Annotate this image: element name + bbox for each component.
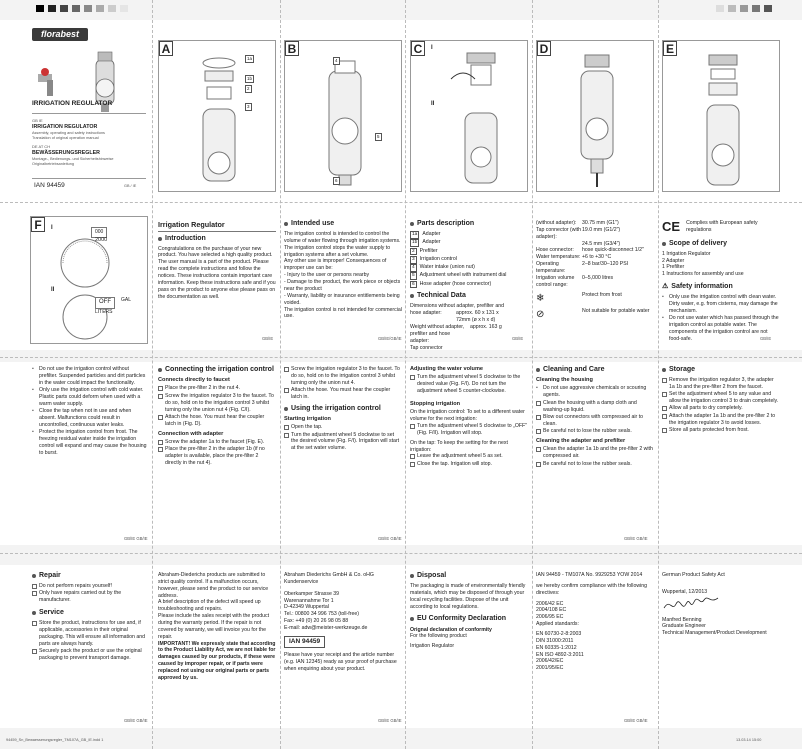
lang-sub: Assembly, operating and safety instructions (32, 131, 105, 135)
sub-heading: Cleaning the housing (536, 377, 593, 384)
row-guide (0, 202, 802, 203)
part-tag: 2 (247, 86, 250, 91)
part-name: Adjustment wheel with instrument dial (419, 272, 507, 279)
heading (410, 615, 528, 623)
list-item: Place the pre-filter 2 in the adapter 1b (if no adapter is available, place the pre-filter 2 directly in the nut 4). (158, 446, 276, 467)
data-row (536, 220, 654, 227)
list-item (410, 239, 528, 247)
declaration-id: IAN 94459 - TM107A No. 9929253 YOW 2014 (536, 572, 643, 578)
paragraph: A brief description of the defect will speed up troubleshooting and repairs. (158, 599, 261, 613)
mid-band-2 (0, 545, 802, 565)
bullet-icon (158, 368, 162, 372)
lang-sub: Originalbetriebsanleitung (32, 162, 75, 166)
figure-c (410, 40, 528, 192)
part-number: 1b (412, 240, 418, 246)
heading-text: Safety information (671, 283, 733, 291)
figure-sub-label: I (431, 45, 433, 51)
data-key: hose adapter: (410, 310, 442, 317)
figure-label: B (285, 41, 299, 56)
warning-icon: ⚠ (662, 283, 669, 291)
list-item: Screw the irrigation regulator 3 to the faucet. To do so, hold on to the irrigation control 3 whilst turning only the union nut 4 (Fig. C/I). (158, 393, 276, 414)
column-guide (405, 0, 406, 749)
ian-number: IAN 94459 (34, 182, 65, 189)
paragraph: Abraham-Diederichs products are submitted to strict quality control. If a malfunction occurs, however, please send the product to our service address. (158, 572, 269, 599)
dial-value: OFF (95, 297, 115, 309)
heading (158, 366, 276, 374)
section-signature (662, 572, 780, 637)
part-name: Prefilter (419, 247, 438, 254)
paragraph: Applied standards: (536, 621, 579, 628)
cover-title: IRRIGATION REGULATOR (32, 100, 113, 107)
bullet-icon (410, 574, 414, 578)
section-disposal (410, 572, 528, 650)
list-item: 1 Instructions for assembly and use (662, 271, 744, 278)
data-row (536, 308, 654, 321)
figure-label: A (159, 41, 173, 56)
paragraph: Please have your receipt and the article number (e.g. IAN 12345) ready as your proof of purchase when enquiring about your product. (284, 652, 397, 673)
list-item: Close the tap. Irrigation will stop. (410, 461, 528, 468)
section-parts (410, 220, 528, 351)
bullet-icon (662, 368, 666, 372)
data-key: Weight without adapter, prefilter and hose adapter: (410, 323, 465, 344)
sub-heading: Cleaning the adapter and prefilter (536, 437, 626, 444)
figure-b (284, 40, 402, 192)
heading (662, 283, 780, 291)
page-footer: GB/IE GB/IE (124, 536, 148, 541)
part-name: Adapter (422, 239, 441, 246)
signature-image (662, 596, 722, 614)
sub-heading: Connection with adapter (158, 430, 224, 437)
figure-b-drawing (305, 51, 385, 191)
cover (30, 26, 148, 196)
list-item: - Damage to the product, the work piece or objects near the product (284, 279, 401, 292)
list-item: Be careful not to lose the rubber seals. (536, 428, 654, 435)
section-title: Irrigation Regulator (158, 220, 276, 232)
heading-text: Scope of delivery (669, 239, 727, 247)
swatch (84, 5, 92, 12)
city: D-42349 Wuppertal (284, 604, 329, 611)
divider (32, 178, 146, 179)
list-item: 2006/95 EC (536, 614, 564, 621)
paragraph: we hereby confirm compliance with the following directives: (536, 582, 648, 596)
column-guide (532, 0, 533, 749)
part-name: Hose adapter (hose connector) (419, 280, 492, 287)
fax: Fax: +49 (0) 20 26 98 05 88 (284, 618, 349, 625)
data-row (536, 247, 654, 254)
heading-text: Repair (39, 572, 61, 579)
brand-logo: florabest (32, 28, 88, 41)
heading-text: Connecting the irrigation control (165, 366, 274, 373)
data-row (536, 261, 654, 275)
place-date: Wuppertal, 12/2013 (662, 588, 708, 595)
section-address (284, 572, 402, 673)
list-item: EN ISO 4892-3:2011 (536, 651, 584, 658)
lang-sub: Montage-, Bedienungs- und Sicherheitshinweise (32, 157, 114, 161)
list-item: DIN 31000:2011 (536, 637, 574, 644)
paragraph: The irrigation control is intended to control the volume of water flowing through irrigation systems. The irrigation control stops the water supply to irrigation systems after a set volume. (284, 231, 401, 258)
list-item: EN 60730-2-8:2003 (536, 631, 582, 638)
list-item: ▪ Do not use the irrigation control without prefilter. Suspended particles and dirt particles in the water could impact the functionality. (32, 366, 147, 387)
part-tag: 6 (335, 178, 338, 183)
data-value: approx. 60 x 131 x (456, 310, 499, 317)
list-item: Store the product, instructions for use and, if applicable, accessories in their original packaging. This will ensure all information and parts are always handy. (32, 620, 147, 647)
dial-value: 2000 (95, 237, 108, 243)
figure-sub-label: II (431, 101, 435, 107)
list-item: Securely pack the product or use the original packaging to prevent transport damage. (32, 648, 147, 662)
bullet-icon (410, 617, 414, 621)
street: Oberkamper Strasse 39 (284, 590, 340, 597)
paragraph: Please include the sales receipt with the product during the warranty period. If the repair is not covered by warranty, we will invoice you for the repair. (158, 613, 270, 640)
paragraph: Dimensions without adapter, prefilter and (410, 303, 505, 310)
file-info: 94459_Sn_Bewaesserungsregler_TM107A_GB_IE.indd 1 (6, 738, 104, 742)
sub-heading: Adjusting the water volume (410, 366, 484, 372)
list-item: Place the pre-filter 2 in the nut 4. (158, 385, 276, 392)
heading (536, 366, 654, 374)
swatch (72, 5, 80, 12)
snowflake-icon: ❄ (536, 292, 545, 304)
heading (410, 220, 528, 228)
bullet-icon (662, 242, 666, 246)
part-number: 2 (412, 248, 415, 254)
part-name: Water intake (union nut) (419, 264, 475, 271)
section-adjusting (410, 366, 528, 468)
page-footer: GB/IE (760, 336, 772, 341)
heading (284, 405, 402, 413)
figure-c-drawing (441, 49, 521, 189)
figure-e (662, 40, 780, 192)
list-item: Do not perform repairs yourself! (32, 583, 147, 590)
data-value: 72mm (ø x h x d) (456, 317, 496, 324)
list-item: - Warranty, liability or insurance entitlements being voided. (284, 292, 400, 306)
bullet-icon (158, 237, 162, 241)
data-value: hose quick-disconnect 1/2" (582, 247, 644, 254)
no-drinking-icon: ⊘ (536, 308, 545, 320)
list-item: Attach the hose. You must hear the coupler latch in. (284, 387, 402, 401)
swatch (764, 5, 772, 12)
list-item: Clean the adapter 1a 1b and the pre-filter 2 with compressed air. (536, 446, 654, 460)
data-row (536, 275, 654, 289)
list-item (410, 272, 528, 280)
list-item: ▪ Only use the irrigation control with clean water. Dirty water, e.g. from cisterns, may damage the mechanism. (662, 294, 780, 315)
swatch (120, 5, 128, 12)
email: E-mail: adw@meister-werkzeuge.de (284, 625, 368, 632)
swatch (108, 5, 116, 12)
part-number: 1a (412, 232, 418, 238)
signer-name: Manfred Benning (662, 616, 702, 623)
dial-value: 000 (95, 229, 104, 235)
section-tech-data-2 (536, 220, 654, 321)
ce-row (662, 220, 780, 234)
list-item: ▪ Protect the irrigation control from frost. The freezing residual water inside the irrigation control will expand and may cause the housing to burst. (32, 429, 147, 456)
page-footer: GB/IE (262, 336, 274, 341)
swatch (728, 5, 736, 12)
page-footer: GB/IE (512, 336, 524, 341)
part-name: Adapter (422, 231, 441, 238)
list-item: EN 60335-1:2012 (536, 644, 577, 651)
swatch (752, 5, 760, 12)
ian-number: IAN 94459 (284, 636, 325, 649)
lang-sub: Translation of original operation manual (32, 136, 99, 140)
swatch (48, 5, 56, 12)
signer-role: Graduate Engineer (662, 623, 706, 630)
part-number: 5 (412, 273, 415, 279)
list-item: Turn the adjustment wheel 5 clockwise to set the desired volume (Fig. F/I). Irrigation will start at the set water volume. (284, 432, 402, 453)
paragraph: The packaging is made of environmentally friendly materials, which may be disposed of through your local recycling facilities. Dispose of the unit according to local regulations. (410, 583, 526, 610)
lang-flag: GB / IE (124, 184, 137, 188)
data-value: 24.5 mm (G3/4") (582, 240, 621, 247)
lang-title-en: IRRIGATION REGULATOR (32, 124, 98, 130)
page-footer: GB/IE GB/IE (378, 536, 402, 541)
list-item: 2 Adapter (662, 257, 685, 264)
data-key: Hose connector: (536, 247, 574, 254)
data-key: Operating temperature: (536, 261, 566, 275)
part-number: 3 (412, 256, 415, 262)
data-value: 0–5,000 litres (582, 274, 614, 281)
dial-value: LITERS (95, 309, 113, 315)
page-footer: GB/IE/GB/IE (378, 336, 402, 341)
data-key: Tap connector (with adapter): (536, 226, 581, 240)
swatch (36, 5, 44, 12)
list-item (410, 264, 528, 272)
sub-heading: Connects directly to faucet (158, 377, 230, 384)
figure-a (158, 40, 276, 192)
list-item: 2001/95/EC (536, 665, 564, 672)
dial-value: GAL (121, 297, 132, 303)
print-date: 13.03.14 15:00 (736, 738, 762, 742)
list-item: Turn the adjustment wheel 5 clockwise to the desired value (Fig. F/I). Do not turn the adjustment wheel 5 counter-clockwise. (410, 374, 528, 395)
page-footer: GB/IE GB/IE (624, 536, 648, 541)
data-value: +6 to +30 °C (582, 254, 612, 261)
paragraph: Orignal declaration of conformity (410, 626, 492, 633)
section-using (284, 366, 402, 453)
figure-e-drawing (683, 51, 763, 191)
list-item: ▪ Only use the irrigation control with cold water. Plastic parts could deform when used with a warm water supply. (32, 387, 147, 408)
bullet-icon (32, 611, 36, 615)
part-name: Irrigation control (419, 255, 457, 262)
data-key: Water temperature: (536, 254, 581, 261)
heading (662, 366, 780, 374)
list-item: - Injury to the user or persons nearby (284, 272, 370, 279)
paragraph: On the tap: To keep the setting for the next irrigation: (410, 439, 508, 453)
lang-flag: DE AT CH (32, 144, 51, 149)
paragraph: Any other use is improper! Consequences of improper use can be: (284, 258, 387, 272)
section-connecting (158, 366, 276, 467)
heading-text: Parts description (417, 220, 475, 227)
data-row (536, 241, 654, 248)
heading-introduction (158, 235, 276, 243)
swatch (96, 5, 104, 12)
heading-text: Storage (669, 366, 696, 373)
heading-text: EU Conformity Declaration (417, 615, 507, 623)
row-guide (0, 553, 802, 554)
list-item: Attach the adapter 1a 1b and the pre-filter 2 to the irrigation regulator 3 to avoid losses. (662, 413, 780, 427)
list-item (410, 248, 528, 256)
data-value: approx. 163 g (470, 323, 502, 330)
heading-text: Intended use (291, 220, 335, 227)
part-tag: 5 (377, 134, 380, 139)
heading (662, 240, 780, 248)
data-row (410, 310, 528, 317)
figure-label: D (537, 41, 551, 56)
data-value: 19.0 mm (G1/2") (582, 226, 621, 233)
dial-readout (91, 227, 107, 238)
data-key: (without adapter): (536, 220, 577, 226)
data-row (410, 317, 528, 324)
phone: Tel.: 00800 34 996 753 (toll-free) (284, 611, 359, 618)
list-item: Turn the adjustment wheel 5 clockwise to „OFF" (Fig. F/II). Irrigation will stop. (410, 423, 528, 437)
list-item (410, 281, 528, 289)
page-footer: GB/IE GB/IE (378, 718, 402, 723)
lang-flag: GB IE (32, 118, 43, 123)
figure-d (536, 40, 654, 192)
section-storage (662, 366, 780, 434)
data-value: 30.75 mm (G1") (582, 220, 619, 226)
lang-title-de: BEWÄSSERUNGSREGLER (32, 150, 100, 156)
list-item: ▪ Do not use aggressive chemicals or scouring agents. (536, 385, 654, 399)
data-row (536, 292, 654, 305)
list-item: 1 Prefilter (662, 264, 685, 271)
department: Kundenservice (284, 578, 319, 585)
column-guide (658, 0, 659, 749)
data-value: 2–8 bar/30–120 PSI (582, 261, 629, 268)
data-row (536, 227, 654, 241)
bottom-band (0, 728, 802, 749)
list-item: Attach the hose. You must hear the coupler latch in (Fig. D). (158, 414, 276, 428)
data-key: Irrigation volume control range: (536, 274, 575, 288)
figure-sub-label: I (51, 225, 53, 231)
heading (32, 572, 147, 580)
list-item: Clean the housing with a damp cloth and washing-up liquid. (536, 400, 654, 414)
row-guide (0, 357, 802, 358)
bullet-icon (284, 222, 288, 226)
company-name: Abraham Diederichs GmbH & Co. oHG (284, 572, 374, 578)
page-footer: GB/IE GB/IE (124, 718, 148, 723)
list-item: Set the adjustment wheel 5 to any value and allow the irrigation control 3 to drain completely. (662, 391, 780, 405)
page-footer: GB/IE GB/IE (624, 718, 648, 723)
paragraph: On the irrigation control: To set to a different water volume for the next irrigation: (410, 409, 525, 423)
list-item (410, 231, 528, 239)
section-warranty (158, 572, 276, 682)
section-cleaning (536, 366, 654, 468)
ce-text: Complies with European safety regulations (686, 220, 758, 233)
figure-f (30, 216, 148, 344)
part-tag: 3 (247, 104, 250, 109)
list-item: Open the tap. (284, 424, 402, 431)
list-item: Only have repairs carried out by the manufacturer. (32, 590, 147, 604)
mid-band-1 (0, 350, 802, 362)
heading-text: Technical Data (417, 292, 466, 300)
sub-heading: Stopping irrigation (410, 400, 461, 407)
paragraph: For the following product (410, 633, 467, 640)
bullet-icon (410, 294, 414, 298)
list-item: Remove the irrigation regulator 3, the adapter 1a 1b and the pre-filter 2 from the faucet. (662, 377, 780, 391)
figure-sub-label: II (51, 287, 55, 293)
data-value: Not suitable for potable water (582, 307, 650, 314)
data-row (410, 324, 528, 345)
street: Warenannahme Tor 1 (284, 597, 334, 604)
list-item: 1 Irrigation Regulator (662, 250, 711, 257)
paragraph: IMPORTANT! We expressly state that according to the Product Liability Act, we are not liable for damages caused by our products, if these were caused by improper repair, or if parts were replaced not using our original parts or parts approved by us. (158, 640, 276, 681)
section-declaration (536, 572, 654, 672)
part-tag: 4 (335, 58, 338, 63)
section-delivery (662, 220, 780, 343)
list-item: ▪ Do not use water which has passed through the irrigation control as potable water. The components of the irrigation control are not food-safe. (662, 315, 780, 342)
list-item: 2004/108 EC (536, 607, 567, 614)
figure-a-drawing (179, 51, 259, 191)
figure-label: F (31, 217, 45, 232)
swatch (740, 5, 748, 12)
ce-mark-icon: CE (662, 219, 681, 234)
list-item: 2006/42 EC (536, 600, 564, 607)
signer-role: Technical Management/Product Development (662, 630, 767, 637)
part-number: 6 (412, 281, 415, 287)
section-repair (32, 572, 147, 662)
section-intended-use (284, 220, 402, 320)
list-item: Leave the adjustment wheel 5 as set. (410, 453, 528, 460)
heading-text: Introduction (165, 234, 206, 242)
column-guide (280, 0, 281, 749)
bullet-icon (536, 368, 540, 372)
heading (32, 609, 147, 617)
paragraph: German Product Safety Act (662, 572, 725, 578)
list-item: Screw the adapter 1a to the faucet (Fig. E). (158, 439, 276, 446)
list-item: Screw the irrigation regulator 3 to the faucet. To do so, hold on to the irrigation control 3 whilst turning only the union nut 4. (284, 366, 402, 387)
data-key (536, 241, 582, 248)
list-item: ▪ Close the tap when not in use and when absent. Malfunctions could result in uncontrolled, continuous water leaks. (32, 408, 147, 429)
paragraph: The irrigation control is not intended for commercial use. (284, 306, 402, 320)
product-name: Irrigation Regulator (410, 643, 455, 650)
swatch (60, 5, 68, 12)
dial-drawing (55, 231, 145, 341)
swatch (716, 5, 724, 12)
section-intro (158, 220, 276, 300)
figure-d-drawing (557, 51, 637, 191)
figure-label: E (663, 41, 677, 56)
figure-label: C (411, 41, 425, 56)
paragraph: Congratulations on the purchase of your new product. You have selected a high quality product. The user manual is a part of the product. Please read the complete instructions and follow the notices. These instructions contain important care information. Keep these instructions safe and if you pass on the product to anyone else please pass on the documentation as well. (158, 245, 276, 300)
heading-text: Using the irrigation control (291, 404, 381, 412)
bullet-icon (410, 222, 414, 226)
section-safety-cont (32, 366, 147, 457)
divider (32, 113, 146, 114)
data-row (536, 254, 654, 261)
heading-text: Cleaning and Care (543, 366, 605, 373)
column-guide (152, 0, 153, 749)
data-key: Tap connector (410, 344, 443, 351)
heading-text: Disposal (417, 572, 447, 579)
heading (410, 572, 528, 580)
data-value: Protect from frost (582, 291, 622, 298)
sub-heading: Starting irrigation (284, 415, 331, 422)
heading-text: Service (39, 609, 64, 617)
list-item: Store all parts protected from frost. (662, 427, 780, 434)
heading (284, 220, 402, 228)
part-tag: 1b (247, 76, 253, 81)
bullet-icon (32, 574, 36, 578)
list-item: Allow all parts to dry completely. (662, 405, 780, 412)
bullet-icon (284, 407, 288, 411)
list-item: Blow out connectors with compressed air to clean. (536, 414, 654, 428)
list-item: 2006/42/EC (536, 658, 564, 665)
list-item (410, 256, 528, 264)
heading (410, 292, 528, 300)
part-tag: 1a (247, 56, 253, 61)
part-number: 4 (412, 265, 415, 271)
list-item: Be careful not to lose the rubber seals. (536, 461, 654, 468)
